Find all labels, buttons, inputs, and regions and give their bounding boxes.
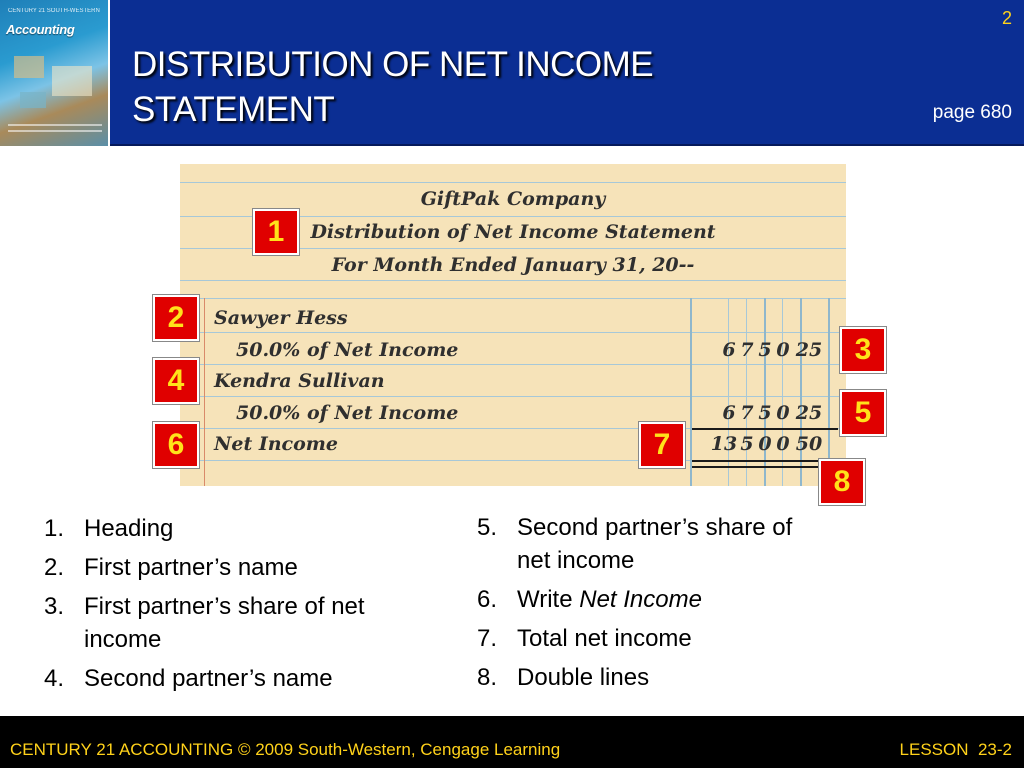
form-column-line [690,298,692,486]
list-item-number: 8. [477,664,498,691]
amount-digit: 0 [758,433,772,455]
form-column-line [746,298,747,486]
double-rule-line [692,460,838,462]
list-item-text: Second partner’s name [84,665,333,692]
form-rule-line [180,280,846,281]
form-rule-line [180,182,846,183]
textbook-cover-image [0,0,110,146]
form-row-label: 50.0% of Net Income [236,402,459,424]
list-item-text: Second partner’s share of net income [517,514,793,574]
cover-decoration [52,66,92,96]
footer-copyright: CENTURY 21 ACCOUNTING © 2009 South-Western, Cengage Learning [10,740,561,759]
form-column-line [728,298,729,486]
amount-digit: 5 [740,433,754,455]
list-item-text: First partner’s share of net income [84,593,365,653]
callout-1: 1 [253,209,299,255]
slide-number: 2 [1001,8,1012,28]
form-statement-name: Distribution of Net Income Statement [310,221,716,243]
list-item-text: Double lines [517,664,650,691]
list-item-number: 1. [44,515,65,542]
amount-digit: 5 [758,402,772,424]
cover-series-label: CENTURY 21 SOUTH-WESTERN [8,8,100,14]
slide-footer [0,716,1024,768]
list-item-text: Heading [84,515,174,542]
amount-digit: 6 [722,339,736,361]
total-single-rule [692,428,838,430]
amount-digit: 6 [722,402,736,424]
list-item [44,590,444,656]
list-item-number: 3. [44,593,65,620]
form-margin-line [204,298,205,486]
form-row-label: Kendra Sullivan [214,370,385,392]
footer-lesson: LESSON 23-2 [899,740,1012,759]
form-company-name: GiftPak Company [420,188,606,210]
form-column-line [828,298,830,486]
amount-digit: 0 [776,339,790,361]
list-item-number: 7. [477,625,498,652]
amount-digit: 7 [740,402,754,424]
amount-digit: 0 [776,402,790,424]
list-item-text: Total net income [517,625,692,652]
title-line-1: DISTRIBUTION OF NET INCOME [132,45,654,84]
list-item [477,511,837,577]
list-item [44,662,444,695]
amount-cents: 25 [795,339,823,361]
callout-2: 2 [153,295,199,341]
list-item [44,512,444,545]
cover-stripe [8,124,102,126]
cover-decoration [20,92,46,108]
slide-header [0,0,1024,146]
list-item [477,661,837,694]
cover-decoration [14,56,44,78]
legend-list-left [44,512,444,701]
slide-title [132,42,832,132]
form-column-line [764,298,766,486]
list-item [44,551,444,584]
list-item-number: 6. [477,586,498,613]
list-item [477,622,837,655]
callout-8: 8 [819,459,865,505]
list-item-number: 5. [477,514,498,541]
page-reference: page 680 [932,102,1012,123]
callout-7: 7 [639,422,685,468]
amount-digit: 5 [758,339,772,361]
list-item-number: 4. [44,665,65,692]
cover-title: Accounting [6,22,75,37]
list-item-number: 2. [44,554,65,581]
amount-cents: 50 [795,433,823,455]
form-column-line [800,298,802,486]
amount-cents: 25 [795,402,823,424]
list-item-text [517,583,837,616]
list-item-text: First partner’s name [84,554,298,581]
amount-digit: 7 [740,339,754,361]
form-row-label: Net Income [214,433,338,455]
form-row-label: Sawyer Hess [214,307,348,329]
title-line-2: STATEMENT [132,90,335,129]
list-item-text-prefix: Write [517,586,580,613]
form-period: For Month Ended January 31, 20-- [331,254,695,276]
amount-digit: 13 [710,433,738,455]
form-column-line [782,298,783,486]
double-rule-line [692,466,838,468]
callout-6: 6 [153,422,199,468]
list-item [477,583,837,616]
legend-list-right [477,511,837,700]
cover-stripe [8,130,102,132]
callout-4: 4 [153,358,199,404]
amount-digit: 0 [776,433,790,455]
callout-3: 3 [840,327,886,373]
form-row-label: 50.0% of Net Income [236,339,459,361]
callout-5: 5 [840,390,886,436]
list-item-text-italic: Net Income [579,586,702,613]
